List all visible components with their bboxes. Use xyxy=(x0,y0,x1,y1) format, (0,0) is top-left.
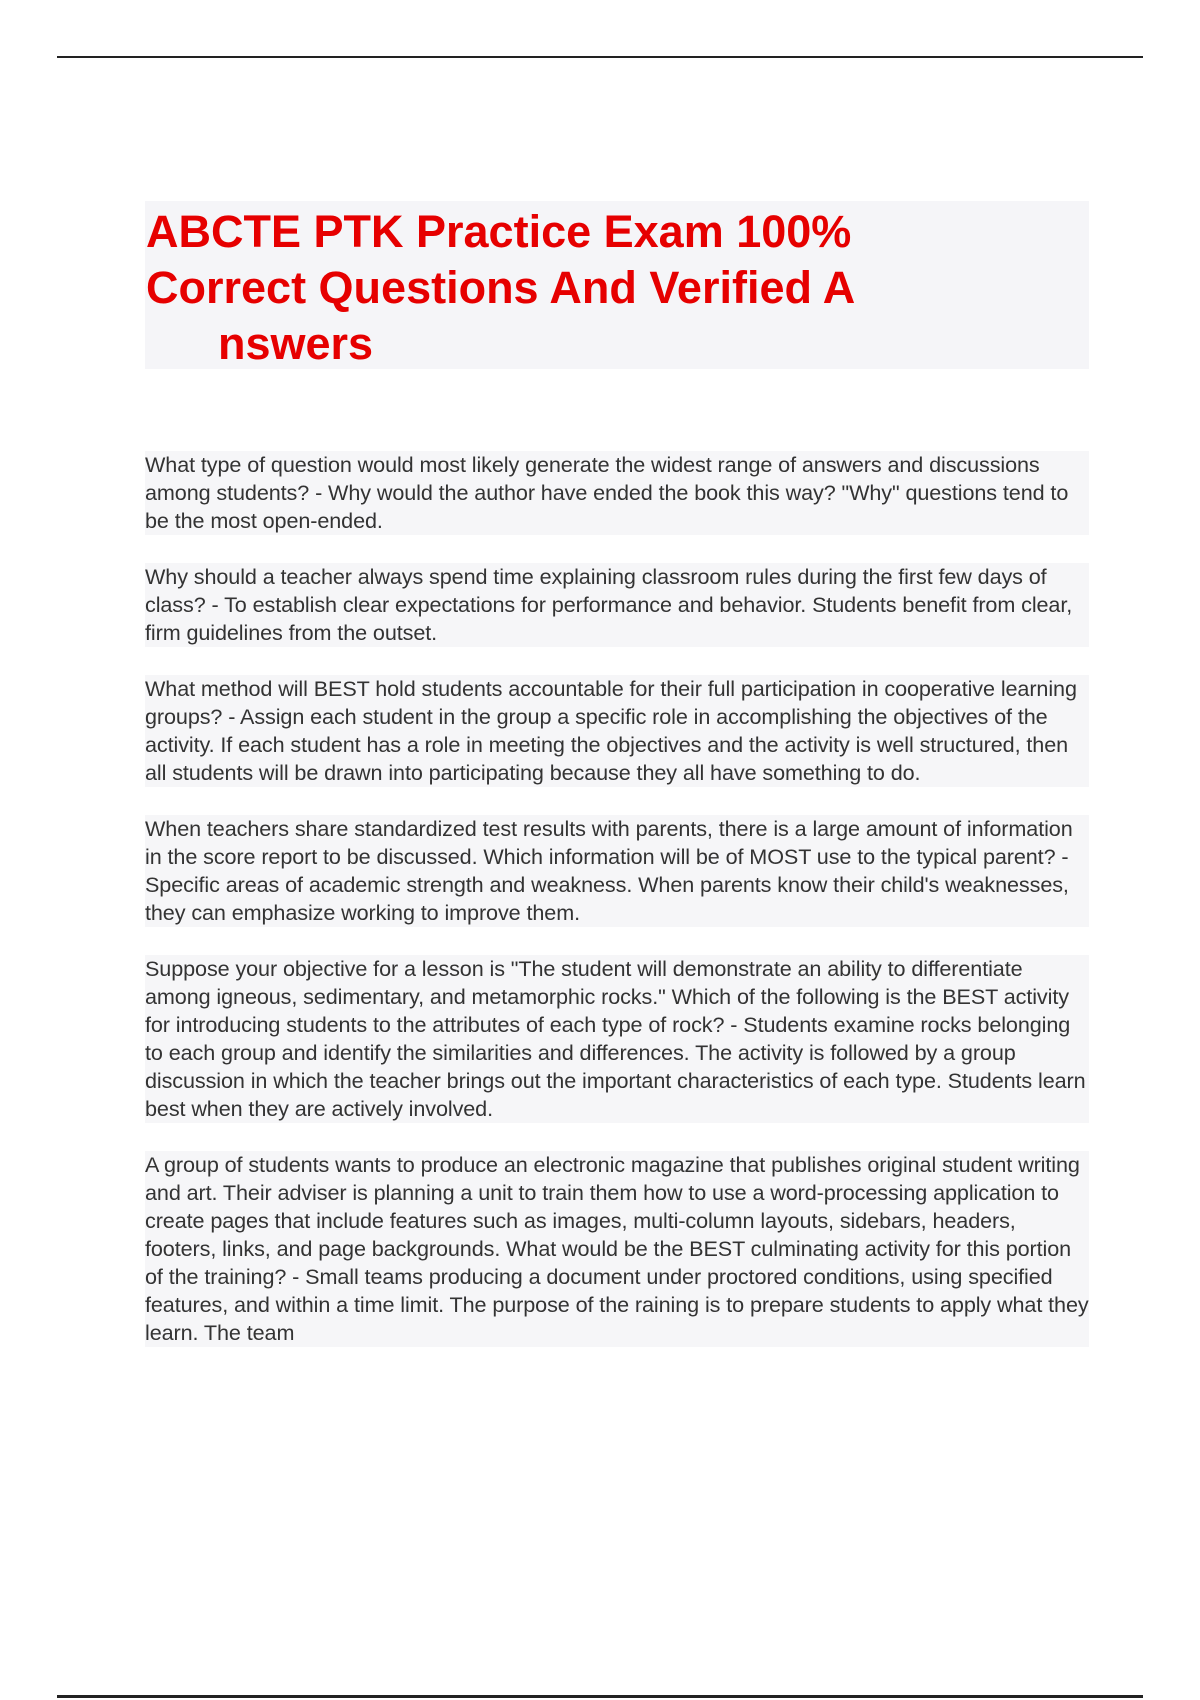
qa-item-1: What type of question would most likely generate the widest range of answers and discussions among students? - Why would the author have ended the book this way? "Why" questions tend to be the most open-ended. xyxy=(145,451,1089,535)
title-line-3: nswers xyxy=(218,318,374,369)
qa-item-6: A group of students wants to produce an electronic magazine that publishes original student writing and art. Their adviser is planning a unit to train them how to use a word-processing application to create pages that include features such as images, multi-column layouts, sidebars, headers, footers, links, and page backgrounds. What would be the BEST culminating activity for this portion of the training? - Small teams producing a document under proctored conditions, using specified features, and within a time limit. The purpose of the raining is to prepare students to apply what they learn. The team xyxy=(145,1152,1089,1345)
qa-item-2: Why should a teacher always spend time explaining classroom rules during the first few days of class? - To establish clear expectations for performance and behavior. Students benefit from clear, firm guidelines from the outset. xyxy=(145,563,1089,647)
title-line-1: ABCTE PTK Practice Exam 100% xyxy=(146,206,852,257)
title-line-2: Correct Questions And Verified A xyxy=(146,262,856,313)
top-divider xyxy=(57,56,1143,58)
qa-item-5: Suppose your objective for a lesson is "The student will demonstrate an ability to differentiate among igneous, sedimentary, and metamorphic rocks." Which of the following is the BEST activity for introducing students to the attributes of each type of rock? - Students examine rocks belonging to each group and identify the similarities and differences. The activity is followed by a group discussion in which the teacher brings out the important characteristics of each type. Students learn best when they are actively involved. xyxy=(145,955,1089,1123)
bottom-divider xyxy=(57,1695,1143,1698)
qa-item-4: When teachers share standardized test results with parents, there is a large amount of information in the score report to be discussed. Which information will be of MOST use to the typical parent? - Specific areas of academic strength and weakness. When parents know their child's weaknesses, they can emphasize working to improve them. xyxy=(145,815,1089,927)
qa-item-3: What method will BEST hold students accountable for their full participation in cooperative learning groups? - Assign each student in the group a specific role in accomplishing the objectives of the activity. If each student has a role in meeting the objectives and the activity is well structured, then all students will be drawn into participating because they all have something to do. xyxy=(145,675,1089,787)
document-title xyxy=(146,204,855,372)
qa-list xyxy=(145,451,1095,1375)
